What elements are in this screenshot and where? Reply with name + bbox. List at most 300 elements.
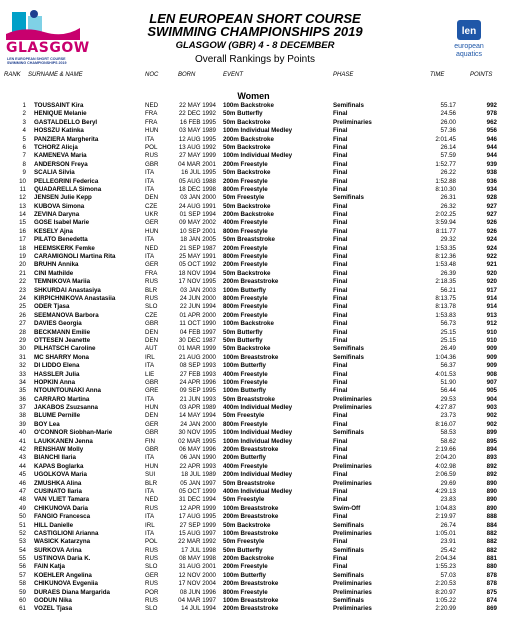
cell-born: 03 JAN 2003 [180,286,216,294]
cell-points: 912 [486,320,497,328]
cell-born: 12 APR 1999 [179,504,216,512]
cell-phase: Final [333,311,348,319]
cell-phase: Final [333,370,348,378]
cell-rank: 7 [22,152,26,160]
cell-rank: 3 [22,118,26,126]
cell-event: 50m Backstroke [223,345,271,353]
cell-points: 917 [486,286,497,294]
cell-time: 58.62 [440,437,456,445]
cell-event: 50m Backstroke [223,521,271,529]
cell-points: 882 [486,546,497,554]
table-row [0,538,507,546]
cell-noc: NED [145,102,159,109]
cell-phase: Final [333,227,348,235]
cell-points: 895 [486,437,497,445]
cell-event: 400m Individual Medley [223,404,293,412]
cell-event: 100m Individual Medley [223,127,293,135]
cell-noc: DEN [145,336,159,344]
cell-name: JAKABOS Zsuzsanna [34,404,98,412]
cell-time: 57.36 [440,127,456,135]
table-row [0,412,507,420]
cell-phase: Final [333,555,348,563]
cell-born: 18 NOV 1994 [178,269,216,277]
cell-rank: 55 [19,555,26,563]
table-row [0,329,507,337]
cell-phase: Final [333,236,348,244]
cell-rank: 60 [19,597,26,605]
cell-phase: Final [333,135,348,143]
cell-noc: FIN [145,437,155,445]
cell-time: 2:02.25 [435,211,456,219]
cell-name: PILATO Benedetta [34,236,88,244]
cell-born: 01 APR 2000 [179,311,216,319]
table-row [0,203,507,211]
cell-name: CUSINATO Ilaria [34,487,82,495]
cell-rank: 37 [19,404,26,412]
cell-time: 2:18.35 [435,278,456,286]
cell-phase: Final [333,320,348,328]
table-row [0,295,507,303]
cell-event: 200m Freestyle [223,177,268,185]
cell-noc: ITA [145,487,155,495]
cell-name: SCALIA Silvia [34,169,75,177]
cell-rank: 21 [19,269,26,277]
cell-phase: Preliminaries [333,118,372,126]
cell-event: 200m Freestyle [223,261,268,269]
cell-noc: GBR [145,378,159,386]
cell-noc: GBR [145,160,159,168]
cell-rank: 54 [19,546,26,554]
cell-noc: GBR [145,446,159,454]
cell-rank: 4 [22,127,26,135]
cell-name: ZEVINA Daryna [34,211,80,219]
cell-points: 927 [486,202,497,210]
cell-rank: 40 [19,429,26,437]
report-subtitle: Overall Rankings by Points [194,54,316,65]
cell-time: 26.00 [440,118,456,126]
cell-born: 08 JUN 1996 [179,588,216,596]
cell-born: 05 OCT 1999 [178,487,216,495]
cell-noc: HUN [145,227,159,235]
cell-name: WASICK Katarzyna [34,538,91,546]
cell-noc: ITA [145,236,155,244]
cell-noc: SLO [145,605,158,613]
swimmer-logo-icon [4,6,82,42]
cell-noc: RUS [145,294,159,302]
cell-event: 200m Freestyle [223,563,268,571]
cell-born: 01 MAR 1999 [178,345,216,353]
cell-name: BECKMANN Emilie [34,328,91,336]
cell-time: 4:27.87 [435,404,456,412]
table-header [0,71,507,81]
cell-event: 100m Breaststroke [223,529,279,537]
cell-time: 23.83 [440,496,456,504]
cell-born: 30 NOV 1995 [178,429,216,437]
cell-points: 907 [486,378,497,386]
cell-name: SHKURDAI Anastasiya [34,286,101,294]
cell-event: 50m Butterfly [223,328,263,336]
table-row [0,589,507,597]
cell-rank: 20 [19,261,26,269]
cell-rank: 41 [19,437,26,445]
cell-event: 800m Freestyle [223,294,268,302]
table-row [0,144,507,152]
cell-born: 17 NOV 1995 [178,278,216,286]
cell-phase: Final [333,169,348,177]
cell-rank: 39 [19,420,26,428]
cell-name: PANZIERA Margherita [34,135,99,143]
cell-name: GASTALDELLO Beryl [34,118,98,126]
cell-phase: Preliminaries [333,479,372,487]
cell-points: 920 [486,269,497,277]
cell-name: ODER Tjasa [34,303,70,311]
cell-noc: RUS [145,546,159,554]
cell-event: 400m Individual Medley [223,487,293,495]
cell-points: 909 [486,362,497,370]
cell-time: 25.42 [440,546,456,554]
cell-name: ANDERSON Freya [34,160,88,168]
cell-rank: 48 [19,496,26,504]
cell-phase: Semifinals [333,353,364,361]
cell-born: 09 SEP 1995 [179,387,216,395]
cell-name: PELLEGRINI Federica [34,177,99,185]
table-row [0,454,507,462]
cell-name: QUADARELLA Simona [34,185,102,193]
page-title-line1: LEN EUROPEAN SHORT COURSE [149,11,361,26]
cell-time: 26.22 [440,169,456,177]
cell-born: 04 MAR 1997 [178,597,216,605]
table-row [0,261,507,269]
cell-phase: Semifinals [333,429,364,437]
cell-name: TOUSSAINT Kira [34,102,84,109]
cell-phase: Final [333,269,348,277]
cell-time: 56.44 [440,387,456,395]
cell-time: 55.17 [440,102,456,109]
cell-rank: 46 [19,479,26,487]
cell-born: 03 MAY 1989 [179,127,216,135]
cell-phase: Semifinals [333,597,364,605]
table-row [0,345,507,353]
cell-phase: Final [333,378,348,386]
table-row [0,547,507,555]
cell-name: KOEHLER Angelina [34,571,92,579]
cell-born: 06 MAY 1996 [179,446,216,454]
cell-born: 04 MAR 2001 [178,160,216,168]
cell-phase: Final [333,387,348,395]
cell-name: HILL Danielle [34,521,74,529]
cell-rank: 13 [19,202,26,210]
cell-rank: 59 [19,588,26,596]
cell-rank: 25 [19,303,26,311]
cell-event: 200m Breaststroke [223,278,279,286]
cell-name: PILHATSCH Caroline [34,345,96,353]
cell-phase: Semifinals [333,345,364,353]
cell-born: 31 DEC 1994 [178,496,216,504]
cell-event: 800m Freestyle [223,303,268,311]
cell-event: 200m Breaststroke [223,580,279,588]
cell-noc: ITA [145,395,155,403]
table-row [0,563,507,571]
cell-time: 57.59 [440,152,456,160]
cell-noc: DEN [145,194,159,202]
cell-time: 1:05.01 [435,529,456,537]
cell-rank: 61 [19,605,26,613]
cell-name: SURKOVA Arina [34,546,82,554]
cell-noc: ITA [145,177,155,185]
cell-rank: 19 [19,253,26,261]
cell-noc: CZE [145,202,158,210]
cell-time: 57.03 [440,571,456,579]
cell-name: DI LIDDO Elena [34,362,80,370]
cell-phase: Final [333,446,348,454]
cell-noc: ITA [145,169,155,177]
cell-rank: 12 [19,194,26,202]
cell-rank: 49 [19,504,26,512]
cell-name: UGOLKOVA Maria [34,471,87,479]
cell-time: 25.15 [440,336,456,344]
table-row [0,555,507,563]
cell-born: 22 APR 1993 [179,462,216,470]
cell-noc: GBR [145,429,159,437]
section-title: Women [237,91,270,101]
cell-name: CINI Mathilde [34,269,74,277]
cell-born: 27 FEB 1993 [179,370,216,378]
cell-name: O'CONNOR Siobhan-Marie [34,429,113,437]
cell-event: 200m Freestyle [223,244,268,252]
table-row [0,522,507,530]
table-row [0,597,507,605]
cell-event: 400m Freestyle [223,370,268,378]
cell-time: 56.21 [440,286,456,294]
cell-time: 3:59.94 [435,219,456,227]
cell-time: 4:01.53 [435,370,456,378]
cell-noc: ITA [145,362,155,370]
cell-born: 09 MAY 2002 [179,219,216,227]
cell-event: 800m Freestyle [223,588,268,596]
cell-points: 956 [486,127,497,135]
cell-born: 12 AUG 1995 [178,135,216,143]
len-emblem-icon [443,20,495,42]
cell-born: 05 JAN 1997 [180,479,216,487]
cell-phase: Final [333,219,348,227]
table-row [0,337,507,345]
cell-noc: GER [145,219,159,227]
cell-phase: Final [333,110,348,118]
cell-time: 2:19.97 [435,513,456,521]
cell-noc: GER [145,571,159,579]
table-row [0,354,507,362]
cell-points: 881 [486,555,497,563]
cell-phase: Final [333,471,348,479]
cell-points: 908 [486,370,497,378]
cell-noc: SUI [145,471,156,479]
col-event: EVENT [223,72,244,78]
cell-rank: 18 [19,244,26,252]
table-row [0,136,507,144]
cell-born: 17 AUG 1995 [178,513,216,521]
cell-phase: Preliminaries [333,404,372,412]
cell-time: 29.32 [440,236,456,244]
cell-time: 23.91 [440,538,456,546]
cell-phase: Final [333,253,348,261]
table-row [0,178,507,186]
cell-event: 100m Individual Medley [223,429,293,437]
table-row [0,438,507,446]
cell-name: SEEMANOVA Barbora [34,311,99,319]
cell-points: 882 [486,529,497,537]
table-row [0,480,507,488]
cell-noc: HUN [145,462,159,470]
cell-points: 944 [486,152,497,160]
table-row [0,270,507,278]
cell-phase: Final [333,261,348,269]
table-row [0,320,507,328]
cell-born: 21 JUN 1993 [179,395,216,403]
cell-noc: GRE [145,387,159,395]
cell-event: 100m Butterfly [223,286,266,294]
cell-points: 884 [486,521,497,529]
table-row [0,387,507,395]
cell-rank: 30 [19,345,26,353]
cell-name: HOPKIN Anna [34,378,76,386]
cell-time: 2:06.59 [435,471,456,479]
cell-points: 899 [486,429,497,437]
cell-born: 06 JAN 1990 [180,454,216,462]
cell-time: 25.15 [440,328,456,336]
cell-points: 888 [486,513,497,521]
cell-phase: Final [333,286,348,294]
cell-rank: 34 [19,378,26,386]
cell-name: CHIKUNOVA Daria [34,504,88,512]
cell-event: 50m Butterfly [223,546,263,554]
cell-born: 27 SEP 1999 [179,521,216,529]
cell-time: 4:29.13 [435,487,456,495]
cell-rank: 9 [22,169,26,177]
table-row [0,169,507,177]
cell-event: 100m Butterfly [223,571,266,579]
col-rank: RANK [4,72,21,78]
table-row [0,211,507,219]
cell-name: JENSEN Julie Kepp [34,194,92,202]
cell-points: 946 [486,135,497,143]
cell-points: 875 [486,588,497,596]
cell-rank: 51 [19,521,26,529]
cell-time: 26.39 [440,269,456,277]
cell-rank: 56 [19,563,26,571]
cell-event: 100m Individual Medley [223,437,293,445]
table-row [0,253,507,261]
cell-born: 22 DEC 1992 [178,110,216,118]
cell-rank: 2 [22,110,26,118]
table-row [0,186,507,194]
cell-born: 22 MAR 1992 [178,538,216,546]
cell-name: CARRARO Martina [34,395,90,403]
cell-noc: NED [145,496,159,504]
table-row [0,513,507,521]
cell-noc: LIE [145,370,155,378]
svg-text:len: len [461,26,477,37]
cell-name: KUBOVA Simona [34,202,85,210]
cell-event: 400m Freestyle [223,462,268,470]
cell-phase: Final [333,278,348,286]
cell-born: 12 NOV 2000 [178,571,216,579]
cell-born: 18 JUL 1989 [181,471,216,479]
cell-name: FAIN Katja [34,563,65,571]
cell-born: 31 AUG 2001 [178,563,216,571]
cell-points: 892 [486,471,497,479]
table-row [0,379,507,387]
rankings-table [0,102,507,614]
cell-noc: GBR [145,320,159,328]
cell-name: HEEMSKERK Femke [34,244,95,252]
cell-time: 2:04.34 [435,555,456,563]
cell-points: 962 [486,118,497,126]
cell-event: 50m Backstroke [223,143,271,151]
cell-phase: Final [333,211,348,219]
cell-noc: CZE [145,311,158,319]
cell-born: 21 AUG 2000 [178,353,216,361]
table-row [0,119,507,127]
cell-points: 909 [486,345,497,353]
cell-phase: Preliminaries [333,395,372,403]
cell-rank: 29 [19,336,26,344]
table-row [0,287,507,295]
cell-phase: Final [333,412,348,420]
cell-noc: ITA [145,253,155,261]
cell-name: GOSE Isabel Marie [34,219,90,227]
cell-points: 902 [486,420,497,428]
table-row [0,471,507,479]
cell-time: 1:53.35 [435,244,456,252]
cell-time: 8:13.75 [435,294,456,302]
col-born: BORN [178,72,196,78]
cell-born: 18 DEC 1998 [178,185,216,193]
cell-event: 200m Freestyle [223,311,268,319]
cell-phase: Final [333,152,348,160]
cell-rank: 42 [19,446,26,454]
table-row [0,127,507,135]
cell-time: 1:53.83 [435,311,456,319]
cell-born: 25 MAY 1991 [179,253,216,261]
len-logo-text: european aquatics [454,43,484,58]
col-time: TIME [430,72,445,78]
cell-points: 914 [486,294,497,302]
cell-event: 800m Freestyle [223,185,268,193]
cell-event: 50m Freestyle [223,194,265,202]
cell-points: 924 [486,244,497,252]
cell-noc: DEN [145,328,159,336]
cell-noc: POR [145,588,159,596]
cell-rank: 5 [22,135,26,143]
cell-phase: Semifinals [333,102,364,109]
cell-name: RENSHAW Molly [34,446,84,454]
cell-phase: Final [333,177,348,185]
cell-name: FANGIO Francesca [34,513,91,521]
cell-born: 02 MAR 1995 [178,437,216,445]
logo-subtitle: LEN EUROPEAN SHORT COURSE SWIMMING CHAMPIONSHIPS 2019 [7,57,67,65]
cell-points: 878 [486,580,497,588]
cell-time: 8:13.78 [435,303,456,311]
cell-rank: 22 [19,278,26,286]
cell-time: 1:05.22 [435,597,456,605]
cell-points: 992 [486,102,497,109]
table-row [0,110,507,118]
cell-event: 100m Freestyle [223,378,268,386]
cell-rank: 17 [19,236,26,244]
cell-points: 878 [486,571,497,579]
cell-born: 08 MAY 1998 [179,555,216,563]
cell-points: 869 [486,605,497,613]
